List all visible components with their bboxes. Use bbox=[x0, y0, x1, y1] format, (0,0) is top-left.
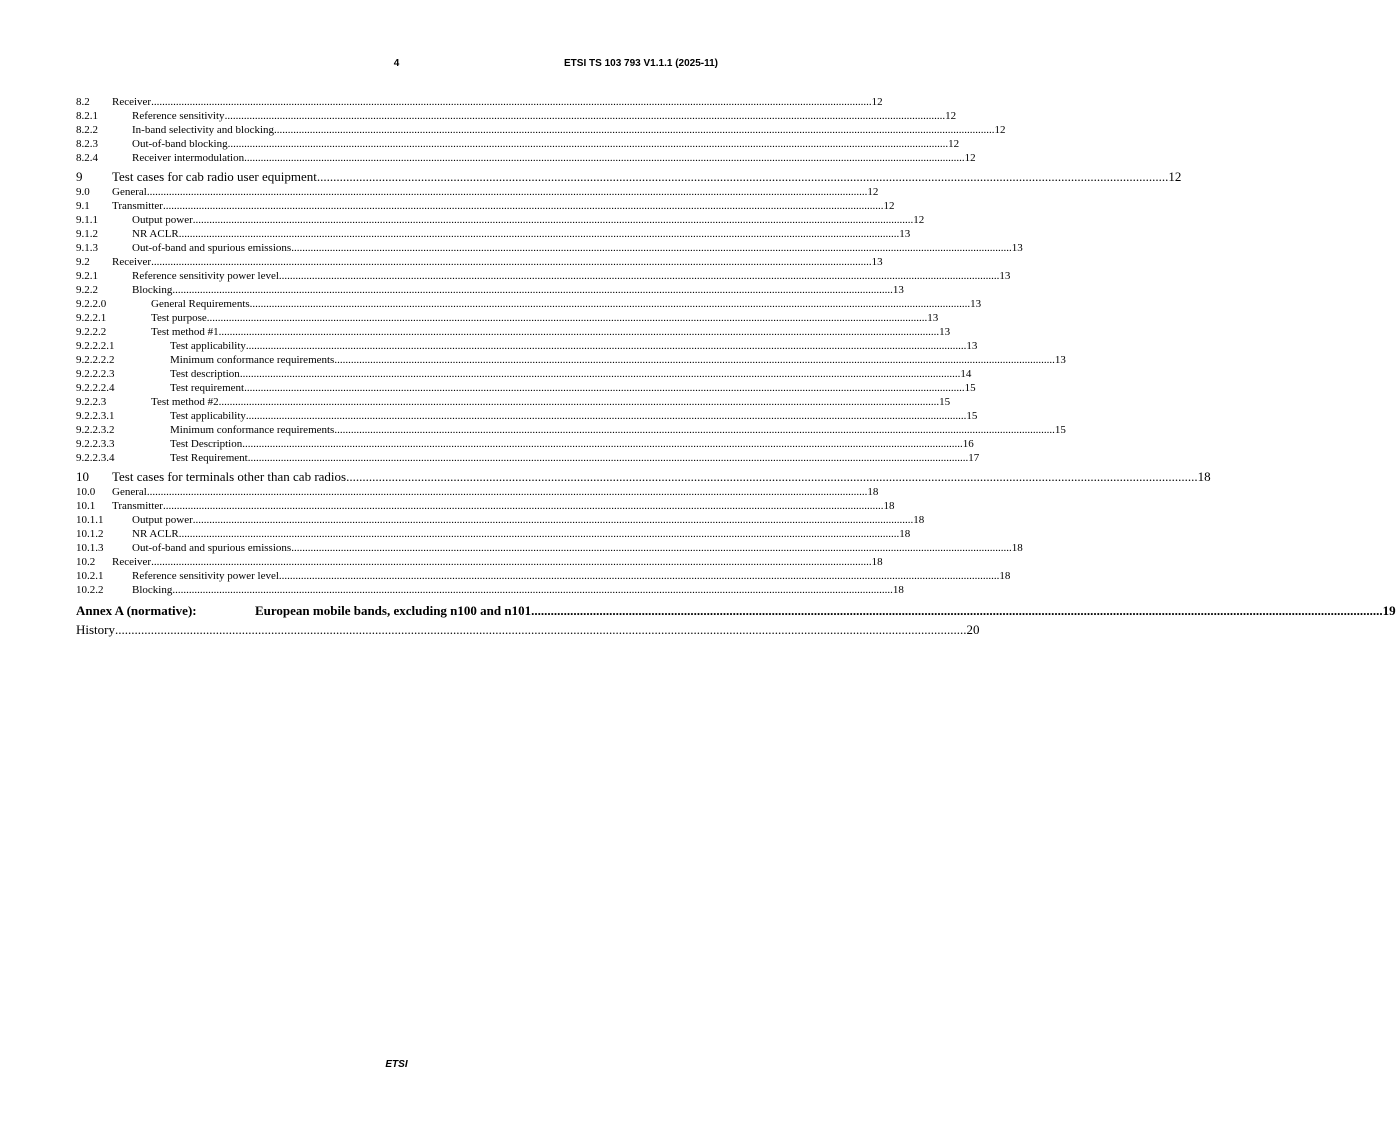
toc-entry-page: 18 bbox=[1011, 542, 1023, 554]
toc-entry[interactable] bbox=[76, 437, 974, 451]
toc-entry-title: In-band selectivity and blocking bbox=[132, 124, 275, 136]
dot-leader bbox=[219, 395, 940, 409]
toc-entry[interactable] bbox=[76, 583, 904, 597]
toc-entry-page: 12 bbox=[883, 200, 895, 212]
toc-entry-page: 18 bbox=[1197, 469, 1211, 484]
toc-entry-number: 10.2 bbox=[76, 556, 96, 568]
toc-entry-page: 12 bbox=[871, 96, 883, 108]
toc-entry[interactable] bbox=[76, 485, 879, 499]
toc-entry-title: General bbox=[112, 486, 147, 498]
toc-entry-page: 13 bbox=[927, 312, 939, 324]
dot-leader bbox=[334, 423, 1055, 437]
dot-leader bbox=[240, 367, 961, 381]
toc-entry-title: Receiver bbox=[112, 256, 152, 268]
toc-entry-number: 9.2.2.0 bbox=[76, 298, 107, 310]
toc-entry-title: NR ACLR bbox=[132, 528, 179, 540]
toc-entry-number: 9.2 bbox=[76, 256, 90, 268]
toc-entry-title: Output power bbox=[132, 514, 193, 526]
toc-entry-page: 15 bbox=[939, 396, 951, 408]
toc-entry-number: 8.2.1 bbox=[76, 110, 98, 122]
toc-entry[interactable] bbox=[76, 269, 1011, 283]
dot-leader bbox=[246, 339, 967, 353]
annex-title: European mobile bands, excluding n100 and n101 bbox=[255, 603, 532, 618]
dot-leader bbox=[151, 255, 872, 269]
dot-leader bbox=[531, 602, 1383, 619]
toc-entry-number: 10 bbox=[76, 469, 89, 484]
toc-entry-page: 13 bbox=[1054, 354, 1066, 366]
dot-leader bbox=[250, 297, 971, 311]
dot-leader bbox=[163, 199, 884, 213]
toc-annex-entry[interactable] bbox=[76, 602, 1396, 619]
toc-entry-page: 12 bbox=[964, 152, 976, 164]
toc-entry-page: 13 bbox=[1011, 242, 1023, 254]
history-page: 20 bbox=[966, 622, 980, 637]
toc-entry[interactable] bbox=[76, 499, 895, 513]
dot-leader bbox=[147, 185, 868, 199]
dot-leader bbox=[193, 513, 914, 527]
dot-leader bbox=[242, 437, 963, 451]
dot-leader bbox=[279, 269, 1000, 283]
toc-entry-title: Receiver bbox=[112, 556, 152, 568]
toc-entry-page: 13 bbox=[871, 256, 883, 268]
dot-leader bbox=[279, 569, 1000, 583]
toc-entry-title: Reference sensitivity power level bbox=[132, 270, 279, 282]
toc-entry[interactable] bbox=[76, 451, 980, 465]
toc-entry[interactable] bbox=[76, 339, 978, 353]
toc-entry-number: 8.2.2 bbox=[76, 124, 98, 136]
toc-entry-page: 13 bbox=[892, 284, 904, 296]
dot-leader bbox=[317, 168, 1169, 185]
toc-entry-number: 9.1.1 bbox=[76, 214, 98, 226]
dot-leader bbox=[244, 151, 965, 165]
toc-entry-number: 10.1.1 bbox=[76, 514, 104, 526]
toc-entry-title: Blocking bbox=[132, 284, 173, 296]
toc-entry-title: Transmitter bbox=[112, 200, 163, 212]
toc-entry-number: 9.2.2.3.1 bbox=[76, 410, 115, 422]
dot-leader bbox=[179, 227, 900, 241]
toc-entry-page: 13 bbox=[999, 270, 1011, 282]
toc-entry-number: 9 bbox=[76, 169, 83, 184]
toc-entry-title: Out-of-band and spurious emissions bbox=[132, 242, 292, 254]
toc-entry-page: 12 bbox=[1168, 169, 1182, 184]
toc-entry-number: 9.2.2.2.3 bbox=[76, 368, 115, 380]
toc-entry[interactable] bbox=[76, 213, 925, 227]
toc-entry-page: 14 bbox=[960, 368, 972, 380]
toc-entry[interactable] bbox=[76, 168, 1182, 185]
toc-entry-number: 9.1 bbox=[76, 200, 90, 212]
toc-entry-page: 18 bbox=[871, 556, 883, 568]
toc-entry[interactable] bbox=[76, 137, 960, 151]
toc-entry-number: 8.2.4 bbox=[76, 152, 98, 164]
table-of-contents bbox=[76, 95, 1396, 638]
toc-entry-number: 9.2.2.3.2 bbox=[76, 424, 115, 436]
toc-entry-title: Transmitter bbox=[112, 500, 163, 512]
toc-entry-number: 10.2.2 bbox=[76, 584, 104, 596]
toc-entry[interactable] bbox=[76, 325, 951, 339]
toc-entry-title: General Requirements bbox=[151, 298, 250, 310]
dot-leader bbox=[291, 541, 1012, 555]
toc-entry-page: 13 bbox=[939, 326, 951, 338]
dot-leader bbox=[228, 137, 949, 151]
dot-leader bbox=[274, 123, 995, 137]
toc-entry-page: 12 bbox=[945, 110, 957, 122]
dot-leader bbox=[346, 468, 1198, 485]
toc-entry-number: 9.2.2.2.1 bbox=[76, 340, 115, 352]
toc-entry[interactable] bbox=[76, 151, 976, 165]
toc-entry-page: 18 bbox=[892, 584, 904, 596]
toc-entry-page: 15 bbox=[964, 382, 976, 394]
toc-entry[interactable] bbox=[76, 255, 883, 269]
toc-entry[interactable] bbox=[76, 241, 1023, 255]
toc-entry[interactable] bbox=[76, 513, 925, 527]
toc-entry-page: 15 bbox=[966, 410, 978, 422]
toc-entry-page: 16 bbox=[962, 438, 974, 450]
dot-leader bbox=[147, 485, 868, 499]
toc-entry-page: 18 bbox=[913, 514, 925, 526]
dot-leader bbox=[179, 527, 900, 541]
toc-entry-title: Out-of-band blocking bbox=[132, 138, 228, 150]
toc-entry-number: 9.1.3 bbox=[76, 242, 98, 254]
toc-entry-number: 10.1.2 bbox=[76, 528, 104, 540]
toc-entry[interactable] bbox=[76, 353, 1066, 367]
dot-leader bbox=[291, 241, 1012, 255]
toc-entry-title: Test requirement bbox=[170, 382, 245, 394]
toc-entry[interactable] bbox=[76, 311, 939, 325]
annex-page: 19 bbox=[1382, 603, 1396, 618]
toc-entry-number: 9.1.2 bbox=[76, 228, 98, 240]
toc-entry-title: Test purpose bbox=[151, 312, 207, 324]
dot-leader bbox=[115, 621, 967, 638]
toc-entry[interactable] bbox=[76, 395, 951, 409]
document-id: ETSI TS 103 793 V1.1.1 (2025-11) bbox=[564, 58, 718, 69]
toc-entry-page: 12 bbox=[994, 124, 1006, 136]
dot-leader bbox=[151, 555, 872, 569]
toc-entry-page: 18 bbox=[899, 528, 911, 540]
toc-entry[interactable] bbox=[76, 468, 1211, 485]
toc-entry-number: 9.2.2.1 bbox=[76, 312, 107, 324]
dot-leader bbox=[244, 381, 965, 395]
toc-entry-page: 12 bbox=[948, 138, 960, 150]
toc-entry-number: 9.2.2.3 bbox=[76, 396, 107, 408]
dot-leader bbox=[248, 451, 969, 465]
toc-entry-number: 9.2.1 bbox=[76, 270, 98, 282]
toc-entry-page: 13 bbox=[899, 228, 911, 240]
toc-entry-number: 9.2.2.2.2 bbox=[76, 354, 115, 366]
toc-entry-title: Test cases for cab radio user equipment bbox=[112, 169, 317, 184]
toc-entry-title: Test Description bbox=[170, 438, 243, 450]
dot-leader bbox=[334, 353, 1055, 367]
toc-entry[interactable] bbox=[76, 109, 957, 123]
toc-entry-page: 12 bbox=[913, 214, 925, 226]
toc-entry-page: 18 bbox=[999, 570, 1011, 582]
dot-leader bbox=[172, 283, 893, 297]
toc-entry-number: 9.2.2.2 bbox=[76, 326, 107, 338]
toc-entry[interactable] bbox=[76, 185, 879, 199]
toc-entry-page: 13 bbox=[970, 298, 982, 310]
toc-entry[interactable] bbox=[76, 297, 982, 311]
toc-entry-number: 9.2.2.3.4 bbox=[76, 452, 115, 464]
toc-entry-title: Receiver bbox=[112, 96, 152, 108]
toc-entry-title: General bbox=[112, 186, 147, 198]
toc-entry-number: 10.0 bbox=[76, 486, 96, 498]
toc-entry-number: 9.0 bbox=[76, 186, 90, 198]
toc-entry-title: Minimum conformance requirements bbox=[170, 424, 335, 436]
toc-entry[interactable] bbox=[76, 527, 911, 541]
toc-entry-number: 8.2.3 bbox=[76, 138, 98, 150]
toc-entry-number: 10.1.3 bbox=[76, 542, 104, 554]
history-title: History bbox=[76, 622, 115, 637]
toc-entry[interactable] bbox=[76, 123, 1006, 137]
toc-entry-title: Test applicability bbox=[170, 340, 246, 352]
dot-leader bbox=[246, 409, 967, 423]
toc-entry-number: 10.2.1 bbox=[76, 570, 104, 582]
toc-entry-title: Test method #1 bbox=[151, 326, 219, 338]
toc-entry-number: 10.1 bbox=[76, 500, 96, 512]
toc-entry-page: 18 bbox=[883, 500, 895, 512]
toc-entry[interactable] bbox=[76, 569, 1011, 583]
toc-entry[interactable] bbox=[76, 283, 904, 297]
toc-history-entry[interactable] bbox=[76, 621, 980, 638]
toc-entry-title: Minimum conformance requirements bbox=[170, 354, 335, 366]
toc-entry-title: Test cases for terminals other than cab radios bbox=[112, 469, 347, 484]
toc-entry[interactable] bbox=[76, 555, 883, 569]
toc-entry-title: Output power bbox=[132, 214, 193, 226]
annex-label: Annex A (normative): bbox=[76, 603, 197, 618]
toc-entry-page: 18 bbox=[867, 486, 879, 498]
toc-entry-page: 12 bbox=[867, 186, 879, 198]
toc-entry-title: Test Requirement bbox=[170, 452, 248, 464]
toc-entry-number: 9.2.2 bbox=[76, 284, 98, 296]
dot-leader bbox=[172, 583, 893, 597]
toc-entry[interactable] bbox=[76, 367, 972, 381]
toc-entry-title: Test description bbox=[170, 368, 240, 380]
dot-leader bbox=[225, 109, 946, 123]
toc-entry-title: Receiver intermodulation bbox=[132, 152, 245, 164]
toc-entry-number: 8.2 bbox=[76, 96, 90, 108]
toc-entry-number: 9.2.2.2.4 bbox=[76, 382, 115, 394]
dot-leader bbox=[219, 325, 940, 339]
toc-entry-page: 15 bbox=[1054, 424, 1066, 436]
dot-leader bbox=[193, 213, 914, 227]
toc-entry-page: 17 bbox=[968, 452, 980, 464]
toc-entry-page: 13 bbox=[966, 340, 978, 352]
toc-entry[interactable] bbox=[76, 199, 895, 213]
page-number: 4 bbox=[393, 58, 400, 69]
toc-entry[interactable] bbox=[76, 541, 1023, 555]
dot-leader bbox=[163, 499, 884, 513]
toc-entry-title: NR ACLR bbox=[132, 228, 179, 240]
footer-etsi: ETSI bbox=[385, 1059, 408, 1070]
toc-entry-title: Test applicability bbox=[170, 410, 246, 422]
toc-entry-title: Test method #2 bbox=[151, 396, 219, 408]
toc-entry-number: 9.2.2.3.3 bbox=[76, 438, 115, 450]
toc-entry[interactable] bbox=[76, 423, 1066, 437]
toc-entry-title: Blocking bbox=[132, 584, 173, 596]
toc-entry-title: Reference sensitivity bbox=[132, 110, 225, 122]
toc-entry[interactable] bbox=[76, 381, 976, 395]
dot-leader bbox=[151, 95, 872, 109]
toc-entry-title: Reference sensitivity power level bbox=[132, 570, 279, 582]
toc-entry-title: Out-of-band and spurious emissions bbox=[132, 542, 292, 554]
toc-entry[interactable] bbox=[76, 227, 911, 241]
toc-entry[interactable] bbox=[76, 409, 978, 423]
toc-entry[interactable] bbox=[76, 95, 883, 109]
dot-leader bbox=[207, 311, 928, 325]
